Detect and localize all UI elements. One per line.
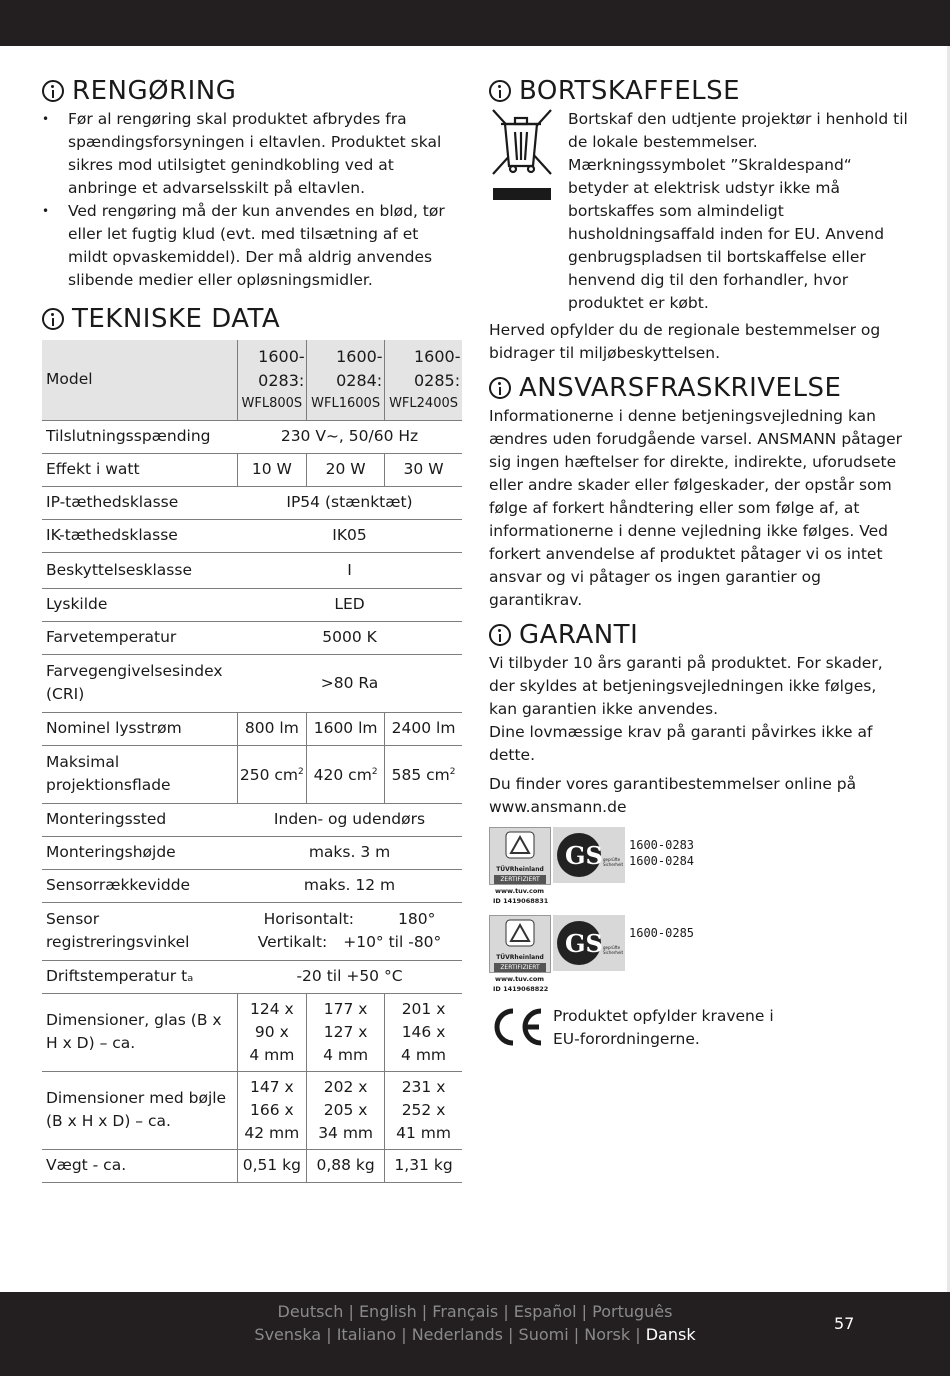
row-label: IP-tæthedsklasse — [42, 486, 237, 519]
row-value-line: 146 x — [401, 1022, 446, 1041]
language-separator: | — [568, 1325, 585, 1344]
row-value — [237, 1071, 307, 1149]
ce-mark-icon — [489, 1005, 545, 1049]
cert-models — [629, 837, 694, 869]
angle-horizontal — [241, 908, 458, 931]
warranty-text-3: Du finder vores garantibestemmelser online på www.ansmann.de — [489, 775, 857, 816]
certifications — [489, 827, 909, 997]
tuv-name: TÜVRheinland — [496, 866, 544, 873]
table-row — [42, 654, 462, 712]
gs-logo — [553, 915, 625, 971]
gs-circle-icon — [557, 833, 601, 877]
cert-row — [489, 827, 909, 909]
disposal-heading — [489, 74, 909, 108]
row-value: IK05 — [237, 519, 462, 552]
warranty-text: Vi tilbyder 10 års garanti på produktet. For skader, der skyldes at betjeningsvejledningen ikke følges, kan garantien ikke anvendes. — [489, 654, 883, 718]
row-label: Farvegengivelsesindex (CRI) — [42, 654, 237, 712]
row-label: Farvetemperatur — [42, 621, 237, 654]
row-value: -20 til +50 °C — [237, 960, 462, 993]
row-label: Beskyttelsesklasse — [42, 552, 237, 588]
row-value-line: 4 mm — [323, 1045, 369, 1064]
table-row — [42, 869, 462, 902]
language-separator: | — [343, 1302, 359, 1321]
row-label: Effekt i watt — [42, 453, 237, 486]
tech-title: TEKNISKE DATA — [72, 304, 281, 334]
row-value-line: 4 mm — [249, 1045, 295, 1064]
disposal-block — [489, 108, 909, 315]
row-value-line: 231 x — [401, 1077, 446, 1096]
language-link[interactable]: Svenska — [254, 1325, 322, 1344]
cert-models — [629, 925, 694, 941]
warranty-title: GARANTI — [519, 620, 639, 650]
row-value-line: 41 mm — [396, 1123, 451, 1142]
disposal-text: Bortskaf den udtjente projektør i henhold til de lokale bestemmelser. Mærkningssymbolet ”Skraldespand“ betyder at elektrisk udstyr ikke må bortskaffes som almindeligt husholdningsaffald inden for EU. Anvend genbrugspladsen til bortskaffelse eller henvend dig til den forhandler, hvor produktet er købt. — [568, 110, 908, 312]
superscript: 2 — [449, 766, 456, 777]
language-link[interactable]: Norsk — [584, 1325, 631, 1344]
row-value: 800 lm — [237, 712, 307, 745]
row-label: Maksimal projektionsflade — [42, 745, 237, 803]
tech-data-table — [42, 340, 462, 1183]
tuv-id: ID 1419068831 — [493, 897, 549, 905]
row-value-line: 252 x — [401, 1100, 446, 1119]
language-link[interactable]: Nederlands — [411, 1325, 503, 1344]
model-name: WFL2400S — [389, 395, 458, 411]
language-link[interactable]: English — [358, 1302, 417, 1321]
superscript: 2 — [371, 766, 378, 777]
cleaning-list — [42, 108, 462, 292]
row-value-line: 202 x — [323, 1077, 368, 1096]
cert-logos — [489, 827, 625, 909]
angle-label: Vertikalt: — [257, 933, 328, 951]
gs-circle-icon — [557, 921, 601, 965]
row-value — [385, 1071, 462, 1149]
cleaning-heading — [42, 74, 462, 108]
tuv-logo — [489, 915, 551, 973]
table-header-model — [385, 340, 462, 420]
angle-vertical — [241, 931, 458, 954]
tuv-cert: ZERTIFIZIERT — [494, 963, 546, 972]
tuv-url: www.tuv.com — [495, 975, 545, 983]
table-row — [42, 712, 462, 745]
row-value: 20 W — [307, 453, 385, 486]
cleaning-title: RENGØRING — [72, 76, 237, 106]
language-separator: | — [416, 1302, 433, 1321]
language-separator: | — [396, 1325, 412, 1344]
row-value — [237, 993, 307, 1071]
table-row — [42, 588, 462, 621]
row-label: Sensorrækkevidde — [42, 869, 237, 902]
crossed-bin-icon — [489, 108, 553, 208]
row-label: Tilslutningsspænding — [42, 420, 237, 453]
row-label: Dimensioner med bøjle (B x H x D) – ca. — [42, 1071, 237, 1149]
disclaimer-text: Informationerne i denne betjeningsvejledning kan ændres uden forudgående varsel. ANSMANN påtager sig ingen hæftelser for direkte, indirekte, uforudsete eller andre skader eller følgeskader, der opstår som følge af forkert håndtering eller som følge af, at informationerne i denne vejledning ikke følges. Ved forkert anvendelse af produktet påtager vi os intet ansvar og vi påtager os ingen garantier og garantikrav. — [489, 407, 902, 609]
row-value — [307, 993, 385, 1071]
row-value: I — [237, 552, 462, 588]
gs-text: GS — [565, 929, 603, 958]
right-column — [489, 74, 909, 1051]
row-value: 1,31 kg — [385, 1149, 462, 1182]
row-value: maks. 12 m — [237, 869, 462, 902]
cleaning-bullet: • Før al rengøring skal produktet afbrydes fra spændingsforsyningen i eltavlen. Produktet skal sikres mod utilsigtet genindkobling ved at anbringe et advarselsskilt på eltavlen. — [42, 108, 462, 200]
row-value-line: 147 x — [249, 1077, 294, 1096]
table-row — [42, 1149, 462, 1182]
table-row — [42, 1071, 462, 1149]
model-number: 1600-0283: — [258, 346, 305, 390]
language-separator: | — [630, 1325, 646, 1344]
cert-model: 1600-0283 — [629, 838, 695, 852]
row-label: Lyskilde — [42, 588, 237, 621]
model-number: 1600-0284: — [336, 346, 383, 390]
info-icon — [42, 80, 64, 102]
left-column — [42, 74, 462, 1183]
table-row — [42, 803, 462, 836]
tech-heading — [42, 302, 462, 336]
table-row — [42, 486, 462, 519]
row-value: 585 $cm^2$ — [385, 745, 462, 803]
row-value: 30 W — [385, 453, 462, 486]
table-row — [42, 621, 462, 654]
table-row — [42, 519, 462, 552]
warranty-heading — [489, 618, 909, 652]
row-value: maks. 3 m — [237, 836, 462, 869]
info-icon — [489, 624, 511, 646]
row-value: 230 V~, 50/60 Hz — [237, 420, 462, 453]
language-line-1 — [0, 1300, 950, 1323]
language-link[interactable]: Português — [592, 1302, 673, 1321]
language-separator: | — [502, 1325, 519, 1344]
gs-subtext: geprüfte Sicherheit — [603, 857, 624, 867]
language-link[interactable]: Deutsch — [277, 1302, 344, 1321]
row-value: >80 Ra — [237, 654, 462, 712]
model-name: WFL1600S — [311, 395, 381, 411]
gs-text: GS — [565, 841, 603, 870]
cert-model: 1600-0284 — [629, 854, 695, 868]
row-value-line: 90 x — [254, 1022, 289, 1041]
tuv-id: ID 1419068822 — [493, 985, 549, 993]
row-label: Monteringssted — [42, 803, 237, 836]
tuv-logo — [489, 827, 551, 885]
language-link[interactable]: Français — [432, 1302, 499, 1321]
model-number: 1600-0285: — [414, 346, 461, 390]
info-icon — [489, 377, 511, 399]
disclaimer-title: ANSVARSFRASKRIVELSE — [519, 373, 842, 403]
row-value-line: 201 x — [401, 999, 446, 1018]
info-icon — [489, 80, 511, 102]
cleaning-bullet: • Ved rengøring må der kun anvendes en blød, tør eller let fugtig klud (evt. med tilsætning af et mildt opvaskemiddel). Der må aldrig anvendes slibende medier eller opløsningsmidler. — [42, 200, 462, 292]
top-bar — [0, 0, 950, 46]
table-row — [42, 552, 462, 588]
row-value-line: 177 x — [323, 999, 368, 1018]
row-value: 1600 lm — [307, 712, 385, 745]
row-label: Vægt - ca. — [42, 1149, 237, 1182]
table-header-model — [237, 340, 307, 420]
language-link[interactable]: Español — [513, 1302, 577, 1321]
row-value: Inden- og udendørs — [237, 803, 462, 836]
table-row — [42, 993, 462, 1071]
disposal-text-2: Herved opfylder du de regionale bestemmelser og bidrager til miljøbeskyttelsen. — [489, 321, 881, 362]
angle-value: +10° til -80° — [343, 933, 442, 951]
language-link[interactable]: Dansk — [645, 1325, 696, 1344]
row-value: 0,88 kg — [307, 1149, 385, 1182]
row-value-line: 34 mm — [318, 1123, 374, 1142]
warranty-text-2: Dine lovmæssige krav på garanti påvirkes ikke af dette. — [489, 723, 873, 764]
table-row — [42, 745, 462, 803]
row-value-line: 127 x — [323, 1022, 368, 1041]
model-name: WFL800S — [241, 395, 303, 411]
row-value — [307, 1071, 385, 1149]
row-label: Monteringshøjde — [42, 836, 237, 869]
language-separator: | — [498, 1302, 514, 1321]
row-value: 2400 lm — [385, 712, 462, 745]
row-label: Nominel lysstrøm — [42, 712, 237, 745]
row-value: 0,51 kg — [237, 1149, 307, 1182]
gs-logo — [553, 827, 625, 883]
tuv-triangle-icon — [490, 916, 550, 950]
tuv-cert: ZERTIFIZIERT — [494, 875, 546, 884]
table-row — [42, 902, 462, 960]
tuv-triangle-icon — [490, 828, 550, 862]
row-label: Sensor registreringsvinkel — [42, 902, 237, 960]
row-value-line: 166 x — [249, 1100, 294, 1119]
table-header-label: Model — [42, 340, 237, 420]
row-value: LED — [237, 588, 462, 621]
language-link[interactable]: Italiano — [336, 1325, 397, 1344]
page-number: 57 — [834, 1314, 855, 1333]
row-label: IK-tæthedsklasse — [42, 519, 237, 552]
ce-block — [489, 1005, 909, 1051]
row-value: 250 $cm^2$ — [237, 745, 307, 803]
language-nav — [0, 1300, 950, 1346]
language-separator: | — [321, 1325, 337, 1344]
gs-subtext: geprüfte Sicherheit — [603, 945, 624, 955]
row-value: 5000 K — [237, 621, 462, 654]
row-value-line: 4 mm — [401, 1045, 447, 1064]
row-value-line: 42 mm — [244, 1123, 300, 1142]
row-value: 420 $cm^2$ — [307, 745, 385, 803]
tuv-url: www.tuv.com — [495, 887, 545, 895]
superscript: 2 — [298, 766, 304, 777]
table-row — [42, 453, 462, 486]
cert-model: 1600-0285 — [629, 926, 695, 940]
table-row — [42, 960, 462, 993]
row-label: Dimensioner, glas (B x H x D) – ca. — [42, 993, 237, 1071]
row-label: Driftstemperatur tₐ — [42, 960, 237, 993]
info-icon — [42, 308, 64, 330]
angle-value: 180° — [398, 910, 436, 928]
cert-row — [489, 915, 909, 997]
row-value: 10 W — [237, 453, 307, 486]
disposal-title: BORTSKAFFELSE — [519, 76, 741, 106]
language-link[interactable]: Suomi — [518, 1325, 569, 1344]
angle-label: Horisontalt: — [263, 910, 355, 928]
ce-text: Produktet opfylder kravene i EU-forordningerne. — [553, 1007, 774, 1048]
table-header-model — [307, 340, 385, 420]
row-value — [385, 993, 462, 1071]
cert-logos — [489, 915, 625, 997]
row-value-line: 124 x — [249, 999, 294, 1018]
row-value-line: 205 x — [323, 1100, 368, 1119]
table-row — [42, 420, 462, 453]
tuv-name: TÜVRheinland — [496, 954, 544, 961]
disclaimer-heading — [489, 371, 909, 405]
table-row — [42, 836, 462, 869]
table-header-row — [42, 340, 462, 420]
language-separator: | — [576, 1302, 593, 1321]
row-value: IP54 (stænktæt) — [237, 486, 462, 519]
row-value — [237, 902, 462, 960]
language-line-2 — [0, 1323, 950, 1346]
